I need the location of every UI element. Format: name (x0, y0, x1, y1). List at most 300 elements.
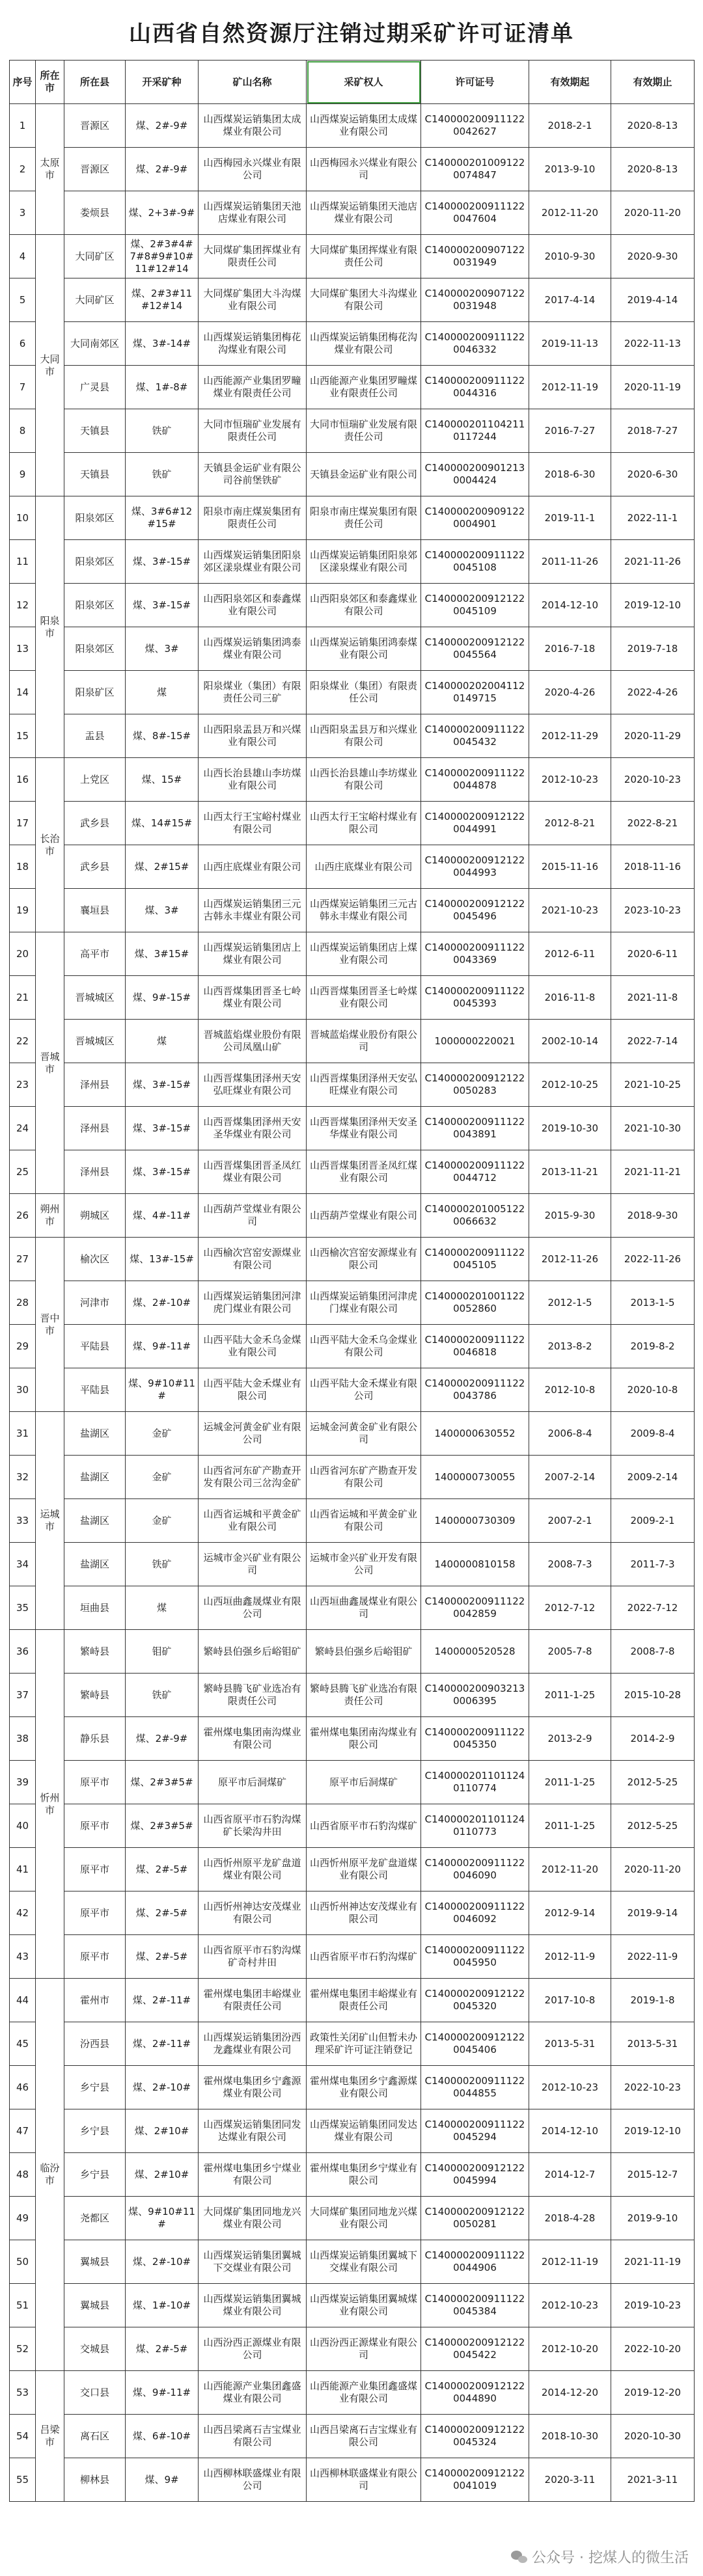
cell-start-date: 2020-3-11 (529, 2458, 611, 2502)
cell-county: 襄垣县 (64, 889, 126, 932)
cell-start-date: 2012-11-20 (529, 191, 611, 235)
cell-start-date: 2007-2-14 (529, 1456, 611, 1499)
cell-start-date: 2013-9-10 (529, 148, 611, 191)
cell-mine-name: 山西煤炭运销集团天池店煤业有限公司 (199, 191, 307, 235)
table-row (10, 104, 695, 148)
cell-county: 平陆县 (64, 1368, 126, 1412)
cell-start-date: 2020-4-26 (529, 671, 611, 714)
cell-license: 1400000810158 (421, 1543, 529, 1586)
cell-holder: 山西庄底煤业有限公司 (307, 845, 421, 889)
cell-mineral: 煤、2#-11# (126, 1979, 199, 2022)
cell-end-date: 2022-8-21 (611, 802, 695, 845)
cell-mineral: 煤 (126, 671, 199, 714)
cell-county: 原平市 (64, 1891, 126, 1935)
cell-holder: 山西晋煤集团泽州天安圣华煤业有限公司 (307, 1107, 421, 1150)
cell-mine-name: 山西长治县雄山李坊煤业有限公司 (199, 758, 307, 802)
cell-county: 榆次区 (64, 1238, 126, 1281)
cell-mineral: 煤、6#-10# (126, 2415, 199, 2458)
cell-mineral: 煤、2#-5# (126, 1848, 199, 1891)
cell-end-date: 2009-8-4 (611, 1412, 695, 1456)
cell-mine-name: 山西省运城和平黄金矿业有限公司 (199, 1499, 307, 1543)
cell-start-date: 2013-11-21 (529, 1150, 611, 1194)
cell-end-date: 2018-11-16 (611, 845, 695, 889)
cell-mine-name: 山西忻州原平龙矿盘道煤业有限公司 (199, 1848, 307, 1891)
cell-no: 22 (10, 1020, 36, 1063)
cell-start-date: 2012-10-8 (529, 1368, 611, 1412)
cell-mine-name: 山西煤炭运销集团店上煤业有限公司 (199, 932, 307, 976)
cell-end-date: 2009-2-1 (611, 1499, 695, 1543)
table-row (10, 1935, 695, 1979)
cell-license: C1400002009111220042859 (421, 1586, 529, 1630)
cell-mineral: 煤、9#10#11# (126, 1368, 199, 1412)
cell-county: 离石区 (64, 2415, 126, 2458)
cell-mineral: 煤、3#-15# (126, 1150, 199, 1194)
cell-mineral: 煤、3#-15# (126, 584, 199, 627)
cell-mineral: 金矿 (126, 1456, 199, 1499)
cell-mine-name: 山西榆次宫窑安源煤业有限公司 (199, 1238, 307, 1281)
table-row (10, 845, 695, 889)
table-body (10, 104, 695, 2502)
cell-no: 53 (10, 2371, 36, 2415)
cell-mineral: 煤、13#-15# (126, 1238, 199, 1281)
cell-holder: 山西省河东矿产勘查开发有限公司 (307, 1456, 421, 1499)
cell-county: 娄烦县 (64, 191, 126, 235)
cell-mine-name: 山西晋煤集团晋圣凤红煤业有限公司 (199, 1150, 307, 1194)
cell-no: 12 (10, 584, 36, 627)
cell-no: 28 (10, 1281, 36, 1325)
cell-no: 41 (10, 1848, 36, 1891)
table-row (10, 671, 695, 714)
cell-start-date: 2013-2-9 (529, 1717, 611, 1761)
cell-end-date: 2019-4-14 (611, 278, 695, 322)
cell-mine-name: 山西阳泉盂县万和兴煤业有限公司 (199, 714, 307, 758)
cell-end-date: 2022-7-12 (611, 1586, 695, 1630)
cell-county: 晋源区 (64, 148, 126, 191)
table-row (10, 1979, 695, 2022)
cell-license: C1400002009121220044890 (421, 2371, 529, 2415)
cell-mineral: 煤、2#3#4#7#8#9#10#11#12#14 (126, 235, 199, 278)
cell-end-date: 2021-10-30 (611, 1107, 695, 1150)
cell-holder: 山西能源产业集团罗疃煤业有限责任公司 (307, 366, 421, 409)
cell-end-date: 2018-7-27 (611, 409, 695, 453)
cell-no: 51 (10, 2284, 36, 2327)
table-row (10, 758, 695, 802)
cell-county: 晋城城区 (64, 1020, 126, 1063)
cell-mine-name: 山西煤炭运销集团太成煤业有限公司 (199, 104, 307, 148)
cell-mine-name: 阳泉市南庄煤炭集团有限责任公司 (199, 496, 307, 540)
cell-start-date: 2013-8-2 (529, 1325, 611, 1368)
cell-mine-name: 山西煤炭运销集团翼城下交煤业有限公司 (199, 2240, 307, 2284)
cell-mineral: 煤、3# (126, 889, 199, 932)
cell-county: 阳泉矿区 (64, 671, 126, 714)
cell-county: 尧都区 (64, 2197, 126, 2240)
table-row (10, 1586, 695, 1630)
cell-county: 盐湖区 (64, 1412, 126, 1456)
table-row (10, 2022, 695, 2066)
cell-no: 3 (10, 191, 36, 235)
cell-start-date: 2011-1-25 (529, 1674, 611, 1717)
cell-holder: 阳泉煤业（集团）有限责任公司 (307, 671, 421, 714)
cell-holder: 霍州煤电集团丰峪煤业有限责任公司 (307, 1979, 421, 2022)
table-row (10, 1325, 695, 1368)
cell-mineral: 铁矿 (126, 453, 199, 496)
cell-license: C1400002009121220045422 (421, 2327, 529, 2371)
cell-holder: 山西平陆大金禾乌金煤业有限公司 (307, 1325, 421, 1368)
cell-holder: 晋城蓝焰煤业股份有限公司 (307, 1020, 421, 1063)
cell-license: C1400002009121220045109 (421, 584, 529, 627)
cell-mineral: 煤、2#-9# (126, 1717, 199, 1761)
cell-end-date: 2020-11-20 (611, 191, 695, 235)
cell-start-date: 2014-12-20 (529, 2371, 611, 2415)
cell-no: 14 (10, 671, 36, 714)
cell-mine-name: 山西垣曲鑫晟煤业有限公司 (199, 1586, 307, 1630)
cell-license: C1400002009121220044991 (421, 802, 529, 845)
cell-end-date: 2015-10-28 (611, 1674, 695, 1717)
cell-county: 阳泉郊区 (64, 540, 126, 584)
cell-start-date: 2016-7-27 (529, 409, 611, 453)
table-row (10, 1891, 695, 1935)
cell-start-date: 2013-5-31 (529, 2022, 611, 2066)
cell-mineral: 煤、2#3#5# (126, 1804, 199, 1848)
cell-mine-name: 晋城蓝焰煤业股份有限公司凤凰山矿 (199, 1020, 307, 1063)
table-row (10, 1674, 695, 1717)
cell-license: C1400002009071220031948 (421, 278, 529, 322)
cell-license: C1400002009111220044855 (421, 2066, 529, 2109)
cell-mineral: 煤、8#-15# (126, 714, 199, 758)
cell-holder: 大同煤矿集团挥煤业有限责任公司 (307, 235, 421, 278)
cell-no: 36 (10, 1630, 36, 1674)
cell-no: 21 (10, 976, 36, 1020)
cell-county: 乡宁县 (64, 2066, 126, 2109)
cell-end-date: 2012-5-25 (611, 1761, 695, 1804)
cell-no: 52 (10, 2327, 36, 2371)
cell-mineral: 煤、4#-11# (126, 1194, 199, 1238)
cell-no: 46 (10, 2066, 36, 2109)
cell-end-date: 2019-1-8 (611, 1979, 695, 2022)
cell-end-date: 2015-12-7 (611, 2153, 695, 2197)
cell-end-date: 2022-11-26 (611, 1238, 695, 1281)
cell-mineral: 煤、3#15# (126, 932, 199, 976)
cell-city: 忻州市 (36, 1630, 64, 1979)
cell-start-date: 2012-11-20 (529, 1848, 611, 1891)
cell-mine-name: 山西能源产业集团罗疃煤业有限责任公司 (199, 366, 307, 409)
cell-county: 盂县 (64, 714, 126, 758)
cell-city: 晋中市 (36, 1238, 64, 1412)
cell-no: 48 (10, 2153, 36, 2197)
table-row (10, 322, 695, 366)
cell-no: 55 (10, 2458, 36, 2502)
cell-county: 原平市 (64, 1804, 126, 1848)
cell-city: 大同市 (36, 235, 64, 496)
cell-license: C1400002009111220043891 (421, 1107, 529, 1150)
cell-license: C1400002009121220044993 (421, 845, 529, 889)
cell-no: 5 (10, 278, 36, 322)
cell-holder: 山西能源产业集团鑫盛煤业有限公司 (307, 2371, 421, 2415)
cell-start-date: 2012-11-29 (529, 714, 611, 758)
cell-county: 盐湖区 (64, 1543, 126, 1586)
table-row (10, 2415, 695, 2458)
cell-holder: 山西煤炭运销集团鸿泰煤业有限公司 (307, 627, 421, 671)
cell-city: 晋城市 (36, 932, 64, 1194)
cell-license: 1400000520528 (421, 1630, 529, 1674)
cell-holder: 山西吕梁离石吉宝煤业有限公司 (307, 2415, 421, 2458)
cell-start-date: 2012-10-23 (529, 2284, 611, 2327)
header-mine-name: 矿山名称 (199, 61, 307, 104)
cell-county: 翼城县 (64, 2284, 126, 2327)
table-row (10, 2371, 695, 2415)
cell-mineral: 金矿 (126, 1412, 199, 1456)
cell-mineral: 煤、3# (126, 627, 199, 671)
cell-start-date: 2012-1-5 (529, 1281, 611, 1325)
table-row (10, 235, 695, 278)
cell-mine-name: 山西省原平市石豹沟煤矿奇村井田 (199, 1935, 307, 1979)
cell-city: 临汾市 (36, 1979, 64, 2371)
cell-county: 盐湖区 (64, 1499, 126, 1543)
cell-holder: 阳泉市南庄煤炭集团有限责任公司 (307, 496, 421, 540)
cell-holder: 山西长治县雄山李坊煤业有限公司 (307, 758, 421, 802)
cell-holder: 山西柳林联盛煤业有限公司 (307, 2458, 421, 2502)
cell-mine-name: 山西庄底煤业有限公司 (199, 845, 307, 889)
cell-license: C1400002009111220045105 (421, 1238, 529, 1281)
cell-county: 乡宁县 (64, 2153, 126, 2197)
cell-mine-name: 霍州煤电集团南沟煤业有限公司 (199, 1717, 307, 1761)
page-title: 山西省自然资源厅注销过期采矿许可证清单 (129, 21, 574, 47)
table-row (10, 409, 695, 453)
cell-county: 原平市 (64, 1761, 126, 1804)
cell-mine-name: 山西煤炭运销集团三元古韩永丰煤业有限公司 (199, 889, 307, 932)
cell-license: C1400002009111220045432 (421, 714, 529, 758)
cell-holder: 山西煤炭运销集团梅花沟煤业有限公司 (307, 322, 421, 366)
cell-license: C1400002009121220050283 (421, 1063, 529, 1107)
cell-holder: 山西平陆大金禾煤业有限公司 (307, 1368, 421, 1412)
table-row (10, 932, 695, 976)
cell-mine-name: 山西煤炭运销集团梅花沟煤业有限公司 (199, 322, 307, 366)
cell-city: 长治市 (36, 758, 64, 932)
cell-start-date: 2018-6-30 (529, 453, 611, 496)
cell-start-date: 2016-7-18 (529, 627, 611, 671)
cell-mineral: 煤、2#-11# (126, 2022, 199, 2066)
cell-holder: 山西煤炭运销集团天池店煤业有限公司 (307, 191, 421, 235)
cell-mine-name: 山西煤炭运销集团阳泉郊区漾泉煤业有限公司 (199, 540, 307, 584)
cell-holder: 山西汾西正源煤业有限公司 (307, 2327, 421, 2371)
cell-mineral: 煤、2#-9# (126, 104, 199, 148)
cell-mineral: 煤、1#-8# (126, 366, 199, 409)
table-row (10, 278, 695, 322)
cell-end-date: 2019-12-10 (611, 584, 695, 627)
cell-end-date: 2019-9-10 (611, 2197, 695, 2240)
cell-end-date: 2020-8-13 (611, 148, 695, 191)
cell-holder: 山西忻州原平龙矿盘道煤业有限公司 (307, 1848, 421, 1891)
cell-start-date: 2012-10-25 (529, 1063, 611, 1107)
permit-table (9, 60, 695, 2502)
cell-license: C1400002009121220045320 (421, 1979, 529, 2022)
table-row (10, 627, 695, 671)
cell-mine-name: 山西葫芦堂煤业有限公司 (199, 1194, 307, 1238)
cell-start-date: 2012-11-26 (529, 1238, 611, 1281)
cell-holder: 山西葫芦堂煤业有限公司 (307, 1194, 421, 1238)
cell-end-date: 2013-1-5 (611, 1281, 695, 1325)
cell-no: 25 (10, 1150, 36, 1194)
cell-no: 38 (10, 1717, 36, 1761)
watermark-text: 公众号 · 挖煤人的微生活 (532, 2550, 689, 2566)
cell-license: C1400002009071220031949 (421, 235, 529, 278)
cell-mineral: 煤、14#15# (126, 802, 199, 845)
cell-mine-name: 大同煤矿集团挥煤业有限责任公司 (199, 235, 307, 278)
cell-start-date: 2012-9-14 (529, 1891, 611, 1935)
table-row (10, 1630, 695, 1674)
cell-license: C1400002020041120149715 (421, 671, 529, 714)
cell-no: 15 (10, 714, 36, 758)
cell-mineral: 煤 (126, 1020, 199, 1063)
table-row (10, 889, 695, 932)
cell-mine-name: 霍州煤电集团乡宁鑫源煤业有限公司 (199, 2066, 307, 2109)
cell-mineral: 煤、2#3#5# (126, 1761, 199, 1804)
cell-county: 翼城县 (64, 2240, 126, 2284)
cell-mineral: 煤、1#-10# (126, 2284, 199, 2327)
cell-no: 37 (10, 1674, 36, 1717)
cell-county: 晋源区 (64, 104, 126, 148)
table-row (10, 540, 695, 584)
cell-end-date: 2019-9-14 (611, 1891, 695, 1935)
cell-end-date: 2020-6-30 (611, 453, 695, 496)
cell-county: 原平市 (64, 1935, 126, 1979)
cell-no: 9 (10, 453, 36, 496)
cell-license: C1400002009111220043786 (421, 1368, 529, 1412)
cell-end-date: 2019-8-2 (611, 1325, 695, 1368)
cell-county: 天镇县 (64, 409, 126, 453)
cell-holder: 山西煤炭运销集团翼城煤业有限公司 (307, 2284, 421, 2327)
header-holder: 采矿权人 (307, 61, 421, 104)
header-end-date: 有效期止 (611, 61, 695, 104)
cell-no: 27 (10, 1238, 36, 1281)
table-row (10, 366, 695, 409)
cell-county: 静乐县 (64, 1717, 126, 1761)
table-row (10, 1063, 695, 1107)
table-row (10, 714, 695, 758)
cell-holder: 繁峙县伯强乡后峪钼矿 (307, 1630, 421, 1674)
cell-end-date: 2021-11-21 (611, 1150, 695, 1194)
cell-end-date: 2020-10-8 (611, 1368, 695, 1412)
table-row (10, 2284, 695, 2327)
cell-city: 运城市 (36, 1412, 64, 1630)
cell-holder: 山西忻州神达安茂煤业有限公司 (307, 1891, 421, 1935)
cell-holder: 山西煤炭运销集团翼城下交煤业有限公司 (307, 2240, 421, 2284)
cell-license: 1400000630552 (421, 1412, 529, 1456)
cell-no: 34 (10, 1543, 36, 1586)
cell-end-date: 2008-7-8 (611, 1630, 695, 1674)
cell-holder: 山西榆次宫窑安源煤业有限公司 (307, 1238, 421, 1281)
table-row (10, 976, 695, 1020)
cell-license: C1400002011011240110773 (421, 1804, 529, 1848)
cell-start-date: 2014-12-10 (529, 2109, 611, 2153)
cell-mineral: 煤、9#-15# (126, 976, 199, 1020)
cell-mine-name: 山西阳泉郊区和泰鑫煤业有限公司 (199, 584, 307, 627)
table-row (10, 2327, 695, 2371)
cell-holder: 山西煤炭运销集团店上煤业有限公司 (307, 932, 421, 976)
table-row (10, 453, 695, 496)
cell-end-date: 2022-11-9 (611, 1935, 695, 1979)
cell-license: C1400002009121220050281 (421, 2197, 529, 2240)
cell-end-date: 2019-10-23 (611, 2284, 695, 2327)
cell-no: 47 (10, 2109, 36, 2153)
cell-license: C1400002010051220066632 (421, 1194, 529, 1238)
cell-start-date: 2010-9-30 (529, 235, 611, 278)
cell-holder: 山西晋煤集团晋圣七岭煤业有限公司 (307, 976, 421, 1020)
cell-start-date: 2012-6-11 (529, 932, 611, 976)
cell-county: 交口县 (64, 2371, 126, 2415)
cell-mine-name: 山西煤炭运销集团鸿泰煤业有限公司 (199, 627, 307, 671)
cell-no: 42 (10, 1891, 36, 1935)
header-start-date: 有效期起 (529, 61, 611, 104)
cell-mineral: 煤、2#3#11#12#14 (126, 278, 199, 322)
cell-end-date: 2023-10-23 (611, 889, 695, 932)
cell-mine-name: 大同煤矿集团同地龙兴煤业有限公司 (199, 2197, 307, 2240)
cell-start-date: 2017-10-8 (529, 1979, 611, 2022)
cell-license: C1400002009111220046092 (421, 1891, 529, 1935)
cell-county: 河津市 (64, 1281, 126, 1325)
cell-no: 23 (10, 1063, 36, 1107)
cell-holder: 山西煤炭运销集团阳泉郊区漾泉煤业有限公司 (307, 540, 421, 584)
cell-mineral: 煤、2#10# (126, 2153, 199, 2197)
table-row (10, 2197, 695, 2240)
cell-city: 太原市 (36, 104, 64, 235)
cell-mine-name: 山西平陆大金禾煤业有限公司 (199, 1368, 307, 1412)
cell-no: 49 (10, 2197, 36, 2240)
cell-county: 武乡县 (64, 802, 126, 845)
cell-start-date: 2006-8-4 (529, 1412, 611, 1456)
cell-license: C1400002009121220045496 (421, 889, 529, 932)
cell-mineral: 煤、9#-11# (126, 2371, 199, 2415)
cell-mine-name: 山西梅园永兴煤业有限公司 (199, 148, 307, 191)
cell-start-date: 2002-10-14 (529, 1020, 611, 1063)
cell-no: 54 (10, 2415, 36, 2458)
cell-no: 44 (10, 1979, 36, 2022)
cell-mine-name: 山西晋煤集团泽州天安弘旺煤业有限公司 (199, 1063, 307, 1107)
cell-no: 43 (10, 1935, 36, 1979)
cell-end-date: 2022-11-1 (611, 496, 695, 540)
header-county: 所在县 (64, 61, 126, 104)
cell-no: 10 (10, 496, 36, 540)
cell-holder: 山西煤炭运销集团同发达煤业有限公司 (307, 2109, 421, 2153)
cell-no: 39 (10, 1761, 36, 1804)
cell-no: 32 (10, 1456, 36, 1499)
table-row (10, 584, 695, 627)
cell-end-date: 2021-11-19 (611, 2240, 695, 2284)
cell-license: C1400002011011240110774 (421, 1761, 529, 1804)
cell-mineral: 煤、3#-15# (126, 540, 199, 584)
cell-end-date: 2020-9-30 (611, 235, 695, 278)
cell-county: 上党区 (64, 758, 126, 802)
cell-mineral: 煤 (126, 1586, 199, 1630)
cell-county: 天镇县 (64, 453, 126, 496)
cell-holder: 山西省运城和平黄金矿业有限公司 (307, 1499, 421, 1543)
table-row (10, 1281, 695, 1325)
cell-holder: 大同煤矿集团大斗沟煤业有限公司 (307, 278, 421, 322)
cell-license: C1400002009111220043369 (421, 932, 529, 976)
cell-license: C1400002011042110117244 (421, 409, 529, 453)
cell-holder: 运城金河黄金矿业有限公司 (307, 1412, 421, 1456)
cell-license: C1400002009121220041019 (421, 2458, 529, 2502)
cell-mineral: 金矿 (126, 1499, 199, 1543)
watermark (511, 2547, 689, 2567)
cell-mine-name: 天镇县金运矿业有限公司谷前堡铁矿 (199, 453, 307, 496)
cell-county: 泽州县 (64, 1107, 126, 1150)
cell-mine-name: 山西太行王宝峪村煤业有限公司 (199, 802, 307, 845)
cell-mine-name: 山西晋煤集团泽州天安圣华煤业有限公司 (199, 1107, 307, 1150)
cell-end-date: 2020-10-30 (611, 2415, 695, 2458)
cell-no: 17 (10, 802, 36, 845)
cell-start-date: 2012-10-23 (529, 2066, 611, 2109)
